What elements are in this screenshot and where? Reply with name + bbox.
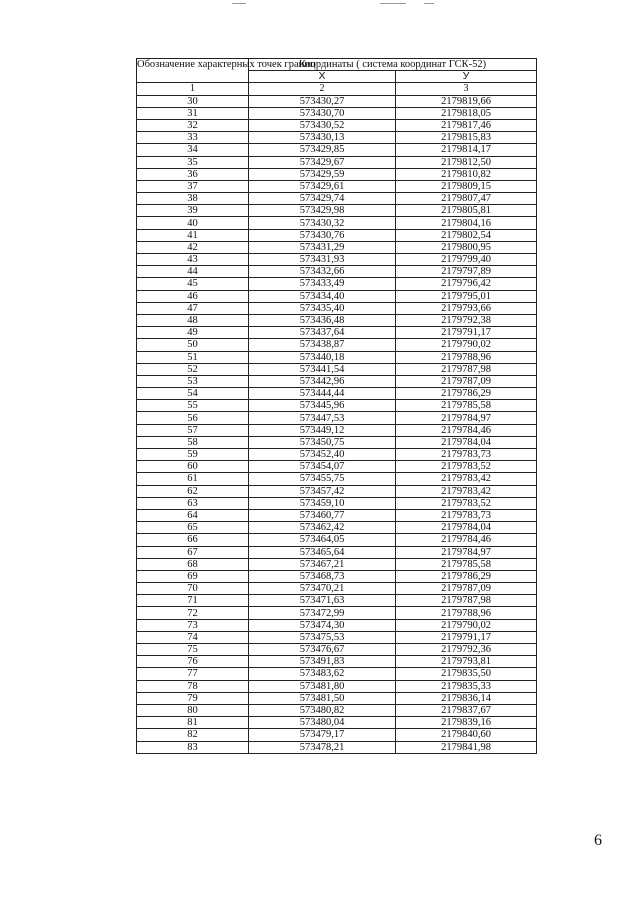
coordinates-header: Координаты ( система координат ГСК-52): [249, 59, 537, 71]
y-coordinate: 2179791,17: [396, 327, 537, 339]
table-row: [137, 254, 537, 266]
y-coordinate: 2179805,81: [396, 205, 537, 217]
table-row: [137, 497, 537, 509]
x-coordinate: 573430,52: [249, 119, 396, 131]
x-coordinate: 573433,49: [249, 278, 396, 290]
table-row: [137, 132, 537, 144]
point-id: 51: [137, 351, 249, 363]
y-coordinate: 2179787,98: [396, 595, 537, 607]
table-row: [137, 546, 537, 558]
x-coordinate: 573491,83: [249, 656, 396, 668]
y-coordinate: 2179812,50: [396, 156, 537, 168]
scan-artifact: [232, 3, 246, 4]
point-id: 41: [137, 229, 249, 241]
y-coordinate: 2179814,17: [396, 144, 537, 156]
table-row: [137, 400, 537, 412]
y-coordinate: 2179815,83: [396, 132, 537, 144]
point-id: 58: [137, 436, 249, 448]
point-id: 65: [137, 522, 249, 534]
y-coordinate: 2179784,04: [396, 436, 537, 448]
y-coordinate: 2179783,52: [396, 497, 537, 509]
point-id: 72: [137, 607, 249, 619]
y-coordinate: 2179783,73: [396, 449, 537, 461]
point-id: 46: [137, 290, 249, 302]
x-coordinate: 573436,48: [249, 314, 396, 326]
point-id: 33: [137, 132, 249, 144]
y-coordinate: 2179837,67: [396, 704, 537, 716]
y-coordinate: 2179788,96: [396, 607, 537, 619]
y-coordinate: 2179783,42: [396, 473, 537, 485]
y-coordinate: 2179783,52: [396, 461, 537, 473]
x-coordinate: 573460,77: [249, 509, 396, 521]
point-id: 50: [137, 339, 249, 351]
point-id: 44: [137, 266, 249, 278]
x-coordinate: 573442,96: [249, 375, 396, 387]
x-coordinate: 573480,04: [249, 717, 396, 729]
table-row: [137, 412, 537, 424]
table-row: [137, 95, 537, 107]
x-coordinate: 573479,17: [249, 729, 396, 741]
table-row: [137, 119, 537, 131]
table-row: [137, 290, 537, 302]
y-coordinate: 2179785,58: [396, 558, 537, 570]
table-row: [137, 278, 537, 290]
x-coordinate: 573438,87: [249, 339, 396, 351]
point-id: 55: [137, 400, 249, 412]
y-coordinate: 2179818,05: [396, 107, 537, 119]
y-coordinate: 2179799,40: [396, 254, 537, 266]
x-header: X: [249, 71, 396, 83]
point-id: 56: [137, 412, 249, 424]
x-coordinate: 573440,18: [249, 351, 396, 363]
point-id: 45: [137, 278, 249, 290]
page-number: 6: [594, 832, 602, 849]
x-coordinate: 573483,62: [249, 668, 396, 680]
table-row: [137, 668, 537, 680]
table-row: [137, 717, 537, 729]
x-coordinate: 573465,64: [249, 546, 396, 558]
point-id: 66: [137, 534, 249, 546]
table-row: [137, 180, 537, 192]
table-row: [137, 217, 537, 229]
y-coordinate: 2179817,46: [396, 119, 537, 131]
x-coordinate: 573471,63: [249, 595, 396, 607]
point-id: 49: [137, 327, 249, 339]
x-coordinate: 573481,50: [249, 692, 396, 704]
y-coordinate: 2179784,04: [396, 522, 537, 534]
y-coordinate: 2179787,98: [396, 363, 537, 375]
point-id: 31: [137, 107, 249, 119]
table-row: [137, 314, 537, 326]
x-coordinate: 573470,21: [249, 583, 396, 595]
y-coordinate: 2179784,46: [396, 424, 537, 436]
table-row: [137, 168, 537, 180]
point-id: 53: [137, 375, 249, 387]
x-coordinate: 573481,80: [249, 680, 396, 692]
table-row: [137, 375, 537, 387]
x-coordinate: 573455,75: [249, 473, 396, 485]
y-coordinate: 2179802,54: [396, 229, 537, 241]
column-number: 1: [137, 83, 249, 95]
point-id: 32: [137, 119, 249, 131]
point-id: 63: [137, 497, 249, 509]
y-coordinate: 2179783,42: [396, 485, 537, 497]
x-coordinate: 573429,61: [249, 180, 396, 192]
x-coordinate: 573467,21: [249, 558, 396, 570]
x-coordinate: 573447,53: [249, 412, 396, 424]
table-row: [137, 631, 537, 643]
table-row: [137, 351, 537, 363]
table-row: [137, 424, 537, 436]
y-coordinate: 2179793,81: [396, 656, 537, 668]
point-id: 40: [137, 217, 249, 229]
x-coordinate: 573432,66: [249, 266, 396, 278]
x-coordinate: 573430,27: [249, 95, 396, 107]
y-coordinate: 2179795,01: [396, 290, 537, 302]
x-coordinate: 573464,05: [249, 534, 396, 546]
x-coordinate: 573454,07: [249, 461, 396, 473]
table-body: [137, 95, 537, 753]
y-coordinate: 2179841,98: [396, 741, 537, 753]
table-row: [137, 205, 537, 217]
x-coordinate: 573474,30: [249, 619, 396, 631]
y-coordinate: 2179786,29: [396, 388, 537, 400]
y-coordinate: 2179791,17: [396, 631, 537, 643]
column-number-row: [137, 83, 537, 95]
x-coordinate: 573430,13: [249, 132, 396, 144]
table-row: [137, 339, 537, 351]
point-id: 71: [137, 595, 249, 607]
y-coordinate: 2179792,36: [396, 644, 537, 656]
x-coordinate: 573450,75: [249, 436, 396, 448]
x-coordinate: 573434,40: [249, 290, 396, 302]
x-coordinate: 573478,21: [249, 741, 396, 753]
y-coordinate: 2179788,96: [396, 351, 537, 363]
point-id: 78: [137, 680, 249, 692]
y-coordinate: 2179835,33: [396, 680, 537, 692]
x-coordinate: 573441,54: [249, 363, 396, 375]
y-coordinate: 2179790,02: [396, 339, 537, 351]
y-header: У: [396, 71, 537, 83]
table-row: [137, 583, 537, 595]
table-row: [137, 607, 537, 619]
point-id: 68: [137, 558, 249, 570]
scan-artifact: [424, 3, 434, 4]
point-id: 79: [137, 692, 249, 704]
table-row: [137, 461, 537, 473]
point-id: 67: [137, 546, 249, 558]
point-id: 47: [137, 302, 249, 314]
scan-artifact: [380, 3, 406, 4]
point-id: 37: [137, 180, 249, 192]
x-coordinate: 573430,32: [249, 217, 396, 229]
table-row: [137, 363, 537, 375]
point-id: 82: [137, 729, 249, 741]
y-coordinate: 2179797,89: [396, 266, 537, 278]
point-id: 70: [137, 583, 249, 595]
point-id: 36: [137, 168, 249, 180]
x-coordinate: 573429,74: [249, 193, 396, 205]
table-row: [137, 107, 537, 119]
point-id: 34: [137, 144, 249, 156]
table-row: [137, 449, 537, 461]
coordinates-table: [136, 58, 537, 754]
x-coordinate: 573476,67: [249, 644, 396, 656]
table-row: [137, 266, 537, 278]
table-row: [137, 302, 537, 314]
point-id: 60: [137, 461, 249, 473]
y-coordinate: 2179790,02: [396, 619, 537, 631]
point-id: 74: [137, 631, 249, 643]
table-row: [137, 436, 537, 448]
y-coordinate: 2179804,16: [396, 217, 537, 229]
point-id: 81: [137, 717, 249, 729]
x-coordinate: 573429,85: [249, 144, 396, 156]
x-coordinate: 573429,59: [249, 168, 396, 180]
y-coordinate: 2179793,66: [396, 302, 537, 314]
y-coordinate: 2179840,60: [396, 729, 537, 741]
table-row: [137, 388, 537, 400]
x-coordinate: 573452,40: [249, 449, 396, 461]
point-id: 30: [137, 95, 249, 107]
point-id: 54: [137, 388, 249, 400]
table-row: [137, 241, 537, 253]
table-row: [137, 570, 537, 582]
x-coordinate: 573468,73: [249, 570, 396, 582]
y-coordinate: 2179839,16: [396, 717, 537, 729]
y-coordinate: 2179796,42: [396, 278, 537, 290]
table-row: [137, 522, 537, 534]
point-id: 59: [137, 449, 249, 461]
table-row: [137, 485, 537, 497]
point-id: 76: [137, 656, 249, 668]
point-id: 57: [137, 424, 249, 436]
table-row: [137, 229, 537, 241]
column-number: 3: [396, 83, 537, 95]
y-coordinate: 2179784,46: [396, 534, 537, 546]
table-row: [137, 595, 537, 607]
y-coordinate: 2179810,82: [396, 168, 537, 180]
x-coordinate: 573431,93: [249, 254, 396, 266]
y-coordinate: 2179785,58: [396, 400, 537, 412]
x-coordinate: 573437,64: [249, 327, 396, 339]
point-id: 64: [137, 509, 249, 521]
table-row: [137, 741, 537, 753]
point-id: 38: [137, 193, 249, 205]
table-row: [137, 692, 537, 704]
x-coordinate: 573480,82: [249, 704, 396, 716]
point-id: 62: [137, 485, 249, 497]
table-row: [137, 619, 537, 631]
x-coordinate: 573459,10: [249, 497, 396, 509]
table-row: [137, 509, 537, 521]
x-coordinate: 573457,42: [249, 485, 396, 497]
table-row: [137, 729, 537, 741]
y-coordinate: 2179787,09: [396, 375, 537, 387]
point-id: 73: [137, 619, 249, 631]
y-coordinate: 2179787,09: [396, 583, 537, 595]
table-row: [137, 534, 537, 546]
column-number: 2: [249, 83, 396, 95]
y-coordinate: 2179809,15: [396, 180, 537, 192]
x-coordinate: 573449,12: [249, 424, 396, 436]
x-coordinate: 573429,67: [249, 156, 396, 168]
y-coordinate: 2179819,66: [396, 95, 537, 107]
table-row: [137, 144, 537, 156]
x-coordinate: 573475,53: [249, 631, 396, 643]
y-coordinate: 2179784,97: [396, 412, 537, 424]
y-coordinate: 2179792,38: [396, 314, 537, 326]
point-id: 69: [137, 570, 249, 582]
y-coordinate: 2179786,29: [396, 570, 537, 582]
point-id: 43: [137, 254, 249, 266]
y-coordinate: 2179800,95: [396, 241, 537, 253]
table-row: [137, 644, 537, 656]
point-id: 83: [137, 741, 249, 753]
x-coordinate: 573430,70: [249, 107, 396, 119]
table-row: [137, 656, 537, 668]
table-row: [137, 680, 537, 692]
y-coordinate: 2179807,47: [396, 193, 537, 205]
point-id: 80: [137, 704, 249, 716]
x-coordinate: 573445,96: [249, 400, 396, 412]
x-coordinate: 573472,99: [249, 607, 396, 619]
x-coordinate: 573435,40: [249, 302, 396, 314]
point-id: 52: [137, 363, 249, 375]
point-id: 39: [137, 205, 249, 217]
point-id: 61: [137, 473, 249, 485]
table-header: [137, 59, 537, 96]
point-id: 75: [137, 644, 249, 656]
x-coordinate: 573444,44: [249, 388, 396, 400]
x-coordinate: 573430,76: [249, 229, 396, 241]
x-coordinate: 573431,29: [249, 241, 396, 253]
table-row: [137, 473, 537, 485]
x-coordinate: 573462,42: [249, 522, 396, 534]
point-id: 77: [137, 668, 249, 680]
table-row: [137, 193, 537, 205]
y-coordinate: 2179784,97: [396, 546, 537, 558]
point-id: 48: [137, 314, 249, 326]
point-designation-header: Обозначение характерных точек границ: [137, 59, 249, 83]
point-id: 42: [137, 241, 249, 253]
y-coordinate: 2179835,50: [396, 668, 537, 680]
table-row: [137, 156, 537, 168]
point-id: 35: [137, 156, 249, 168]
y-coordinate: 2179836,14: [396, 692, 537, 704]
table-row: [137, 704, 537, 716]
table-row: [137, 558, 537, 570]
y-coordinate: 2179783,73: [396, 509, 537, 521]
table-row: [137, 327, 537, 339]
x-coordinate: 573429,98: [249, 205, 396, 217]
